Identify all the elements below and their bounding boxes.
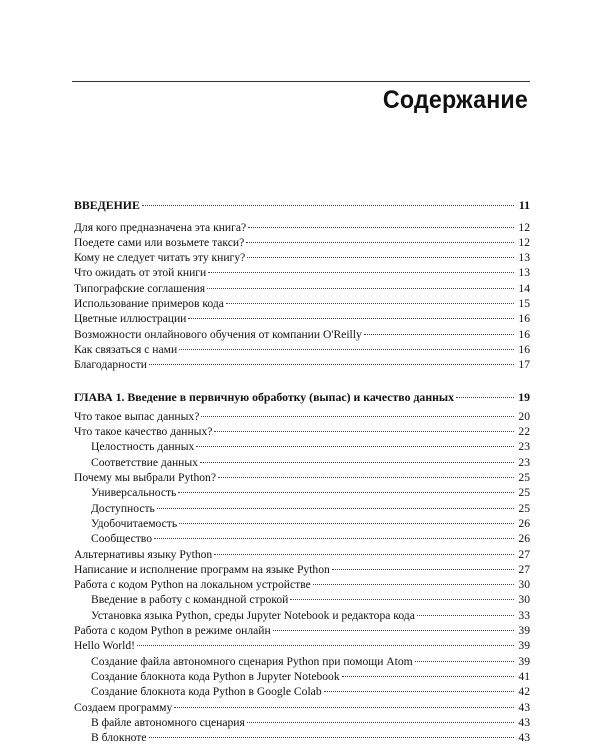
toc-page-number: 12 bbox=[518, 235, 530, 249]
toc-page-number: 25 bbox=[518, 501, 530, 515]
dot-leader bbox=[456, 385, 516, 400]
toc-page-number: 27 bbox=[518, 562, 530, 576]
toc-entry-label: Для кого предназначена эта книга? bbox=[74, 220, 247, 234]
toc-entry-label: Цветные иллюстрации bbox=[74, 312, 187, 326]
toc-page-number: 14 bbox=[518, 281, 530, 295]
toc-entry-label: Что такое качество данных? bbox=[74, 425, 213, 439]
toc-page-number: 16 bbox=[518, 342, 530, 356]
toc-entry-label: Поедете сами или возьмете такси? bbox=[74, 235, 245, 249]
toc-entry-label: Создание файла автономного сценария Python при помощи Atom bbox=[91, 654, 413, 668]
table-of-contents bbox=[74, 194, 530, 745]
dot-leader bbox=[313, 573, 516, 588]
dot-leader bbox=[273, 619, 516, 634]
page-title: Содержание bbox=[382, 86, 528, 114]
dot-leader bbox=[200, 450, 516, 465]
toc-page-number: 17 bbox=[518, 358, 530, 372]
dot-leader bbox=[246, 231, 516, 246]
toc-entry-label: Установка языка Python, среды Jupyter Notebook и редактора кода bbox=[91, 608, 415, 622]
dot-leader bbox=[149, 353, 516, 368]
dot-leader bbox=[178, 481, 516, 496]
dot-leader bbox=[188, 307, 516, 322]
toc-entry-label: В блокноте bbox=[91, 731, 147, 745]
toc-entry-label: Целостность данных bbox=[91, 440, 195, 454]
toc-entry-label: Доступность bbox=[91, 501, 155, 515]
toc-entry-label: Универсальность bbox=[91, 486, 177, 500]
toc-page-number: 13 bbox=[518, 251, 530, 265]
toc-entry-label: Соответствие данных bbox=[91, 455, 198, 469]
toc-page-number: 43 bbox=[518, 715, 530, 729]
dot-leader bbox=[415, 649, 516, 664]
toc-page-number: 39 bbox=[518, 639, 530, 653]
toc-entry-label: ГЛАВА 1. Введение в первичную обработку (выпас) и качество данных bbox=[74, 389, 455, 404]
toc-entry-label: Работа с кодом Python на локальном устройстве bbox=[74, 578, 311, 592]
dot-leader bbox=[332, 558, 516, 573]
toc-page-number: 23 bbox=[518, 455, 530, 469]
toc-page-number: 11 bbox=[518, 198, 530, 213]
dot-leader bbox=[214, 542, 516, 557]
toc-entry-label: Написание и исполнение программ на языке Python bbox=[74, 562, 330, 576]
toc-page-number: 25 bbox=[518, 471, 530, 485]
dot-leader bbox=[364, 322, 516, 337]
toc-entry bbox=[74, 649, 530, 668]
toc-entry-label: В файле автономного сценария bbox=[91, 715, 245, 729]
dot-leader bbox=[174, 695, 516, 710]
toc-page-number: 25 bbox=[518, 486, 530, 500]
toc-page-number: 39 bbox=[518, 624, 530, 638]
dot-leader bbox=[417, 603, 516, 618]
toc-entry bbox=[74, 405, 530, 423]
toc-entry-label: Возможности онлайнового обучения от компании O'Reilly bbox=[74, 327, 362, 341]
toc-page-number: 43 bbox=[518, 731, 530, 745]
dot-leader bbox=[214, 420, 516, 435]
dot-leader bbox=[208, 261, 516, 276]
toc-page-number: 23 bbox=[518, 440, 530, 454]
toc-entry-label: Почему мы выбрали Python? bbox=[74, 471, 217, 485]
toc-page-number: 26 bbox=[518, 532, 530, 546]
dot-leader bbox=[207, 276, 516, 291]
dot-leader bbox=[247, 711, 516, 726]
toc-entry-label: Альтернативы языку Python bbox=[74, 547, 213, 561]
dot-leader bbox=[247, 246, 516, 261]
toc-entry-label: Сообщество bbox=[91, 532, 152, 546]
toc-page-number: 13 bbox=[518, 266, 530, 280]
dot-leader bbox=[248, 215, 516, 230]
toc-entry-label: Как связаться с нами bbox=[74, 342, 178, 356]
dot-leader bbox=[324, 680, 516, 695]
toc-page-number: 20 bbox=[518, 409, 530, 423]
toc-entry-label: ВВЕДЕНИЕ bbox=[74, 198, 140, 213]
dot-leader bbox=[179, 338, 516, 353]
toc-page-number: 19 bbox=[518, 389, 530, 404]
toc-page-number: 26 bbox=[518, 516, 530, 530]
toc-page-number: 43 bbox=[518, 700, 530, 714]
toc-page-number: 12 bbox=[518, 220, 530, 234]
toc-page-number: 16 bbox=[518, 312, 530, 326]
dot-leader bbox=[201, 405, 516, 420]
toc-entry-label: Что ожидать от этой книги bbox=[74, 266, 207, 280]
dot-leader bbox=[154, 527, 516, 542]
toc-entry bbox=[74, 634, 530, 653]
toc-page-number: 27 bbox=[518, 547, 530, 561]
toc-page-number: 41 bbox=[518, 669, 530, 683]
dot-leader bbox=[226, 292, 516, 307]
dot-leader bbox=[179, 512, 516, 527]
toc-page-number: 42 bbox=[518, 685, 530, 699]
dot-leader bbox=[342, 665, 516, 680]
toc-entry-label: Типографские соглашения bbox=[74, 281, 206, 295]
toc-entry-label: Что такое выпас данных? bbox=[74, 409, 200, 423]
top-rule bbox=[72, 81, 530, 82]
toc-section-entry bbox=[74, 194, 530, 213]
dot-leader bbox=[142, 194, 516, 209]
dot-leader bbox=[157, 496, 516, 511]
toc-page-number: 22 bbox=[518, 425, 530, 439]
toc-page-number: 15 bbox=[518, 297, 530, 311]
dot-leader bbox=[137, 634, 516, 649]
toc-entry-label: Использование примеров кода bbox=[74, 297, 224, 311]
dot-leader bbox=[218, 466, 516, 481]
toc-page-number: 30 bbox=[518, 593, 530, 607]
toc-entry-label: Работа с кодом Python в режиме онлайн bbox=[74, 624, 271, 638]
toc-entry-label: Создание блокнота кода Python в Google Colab bbox=[91, 685, 322, 699]
toc-entry-label: Hello World! bbox=[74, 639, 135, 653]
toc-page-number: 39 bbox=[518, 654, 530, 668]
toc-entry-label: Благодарности bbox=[74, 358, 147, 372]
toc-entry bbox=[74, 215, 530, 234]
toc-entry-label: Удобочитаемость bbox=[91, 516, 178, 530]
toc-entry-label: Создаем программу bbox=[74, 700, 173, 714]
toc-entry-label: Кому не следует читать эту книгу? bbox=[74, 251, 246, 265]
toc-page-number: 16 bbox=[518, 327, 530, 341]
dot-leader bbox=[196, 435, 516, 450]
dot-leader bbox=[290, 588, 516, 603]
toc-chapter-entry bbox=[74, 385, 530, 404]
dot-leader bbox=[149, 726, 516, 741]
toc-entry-label: Создание блокнота кода Python в Jupyter Notebook bbox=[91, 669, 340, 683]
toc-page-number: 33 bbox=[518, 608, 530, 622]
toc-page-number: 30 bbox=[518, 578, 530, 592]
toc-entry-label: Введение в работу с командной строкой bbox=[91, 593, 289, 607]
